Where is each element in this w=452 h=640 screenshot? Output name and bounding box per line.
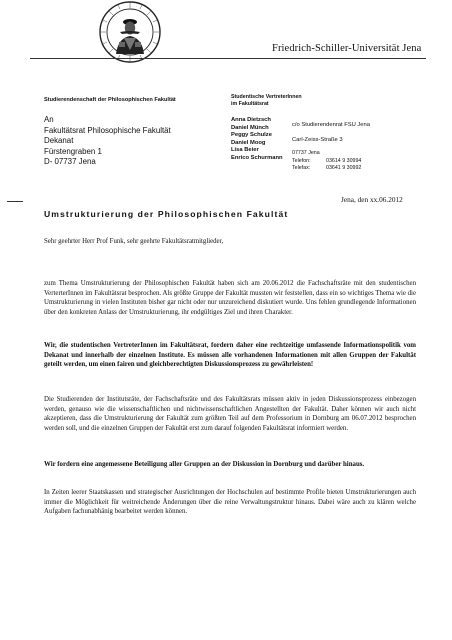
recipient-line: D- 07737 Jena (44, 157, 96, 167)
body-paragraph-bold: Wir, die studentischen VertreterInnen im Fakultätsrat, fordern daher eine rechtzeitige umfassende Informationspolitik vom Dekanat und innerhalb der einzelnen Institute. Es müssen alle vorhandenen Informationen mit allen Gruppen der Fakultät geteilt werden, um einen fairen und gleichberechtigten Diskussionsprozess zu gewährleisten! (44, 342, 416, 369)
letter-salutation: Sehr geehrter Herr Prof Funk, sehr geehrte Fakultätsratmitglieder, (44, 238, 224, 245)
header-divider (30, 58, 426, 59)
university-name: Friedrich-Schiller-Universität Jena (272, 43, 422, 54)
recipient-line: Fakultätsrat Philosophische Fakultät (44, 125, 171, 135)
university-seal-logo (98, 0, 162, 64)
phone-row (292, 158, 361, 166)
representatives-title-line: im Fakultätsrat (231, 100, 269, 107)
body-paragraph: zum Thema Umstrukturierung der Philosophischen Fakultät haben sich am 20.06.2012 die Fachschaftsräte mit den studentischen VerterterInnen im Fakultätsrat besprochen. Als größte Gruppe der Fakultät mussten wir feststellen, dass ein so wichtiges Thema wie die Umstrukturierung in vielen Instituten bisher gar nicht oder nur unzureichend diskutiert wurde. Uns fehlen grundlegende Informationen über den konkreten Anlass der Umstrukturierung, ihr endgültiges Ziel und ihren Charakter. (44, 280, 416, 316)
phone-label: Telefon: (292, 157, 311, 164)
recipient-line: Fürstengraben 1 (44, 146, 102, 156)
fax-row (292, 165, 361, 173)
address-line: c/o Studierendenrat FSU Jena (292, 122, 370, 128)
sender-label: Studierendenschaft der Philosophischen Fakultät (44, 97, 176, 103)
address-line: 07737 Jena (292, 150, 320, 156)
representative-name: Daniel Münch (231, 124, 269, 131)
recipient-address (44, 115, 171, 168)
address-line: Carl-Zeiss-Straße 3 (292, 137, 343, 144)
body-paragraph: In Zeiten leerer Staatskassen und strategischer Ausrichtungen der Hochschulen auf bestimmte Profile bieten Umstrukturierungen auch immer die Möglichkeit für weitreichende Änderungen über die reine Verwaltungstruktur hinaus. Dabei wäre auch zu klären welche Aufgaben fachunabhänig bearbeitet werden können. (44, 489, 416, 516)
representatives-title-line: Studentische VertreterInnen (231, 94, 302, 100)
recipient-line: An (44, 115, 54, 124)
representative-name: Lisa Beier (231, 147, 259, 154)
recipient-line: Dekanat (44, 136, 74, 146)
representatives-title (231, 94, 351, 107)
letter-subject: Umstrukturierung der Philosophischen Fakultät (44, 209, 289, 219)
representative-name: Enrico Schurmann (231, 154, 283, 161)
representative-name: Anna Dietzsch (231, 117, 271, 123)
phone-number: 03614 9 30994 (326, 157, 362, 164)
fax-number: 03641 9 30992 (326, 165, 362, 171)
letter-date: Jena, den xx.06.2012 (341, 195, 403, 204)
representative-name: Daniel Moog (231, 139, 266, 146)
representative-name: Peggy Schulze (231, 132, 272, 139)
body-paragraph: Die Studierenden der Institutsräte, der Fachschaftsräte und des Fakultätsrats müssen aktiv in jeden Diskussionsprozess einbezogen werden, genauso wie die wissenschaftlichen und nichtwissenschaftlichen Angestellten der Fakultät. Daher können wir auch nicht akzeptieren, dass die Umstrukturierung der Fakultät zum größten Teil auf dem Professorium in Dornburg am 06.07.2012 besprochen werden soll, und die einzelnen Gruppen der Fakultät erst zum darauf folgenden Fakultätsrat informiert werden. (44, 396, 416, 432)
representatives-list (231, 117, 283, 163)
body-paragraph-bold: Wir fordern eine angemessene Beteiligung aller Gruppen an der Diskussion in Dornburg und darüber hinaus. (44, 461, 365, 468)
fold-mark (7, 201, 23, 202)
fax-label: Telefax: (292, 165, 311, 171)
contact-block (292, 150, 361, 173)
sender-address (292, 122, 370, 145)
